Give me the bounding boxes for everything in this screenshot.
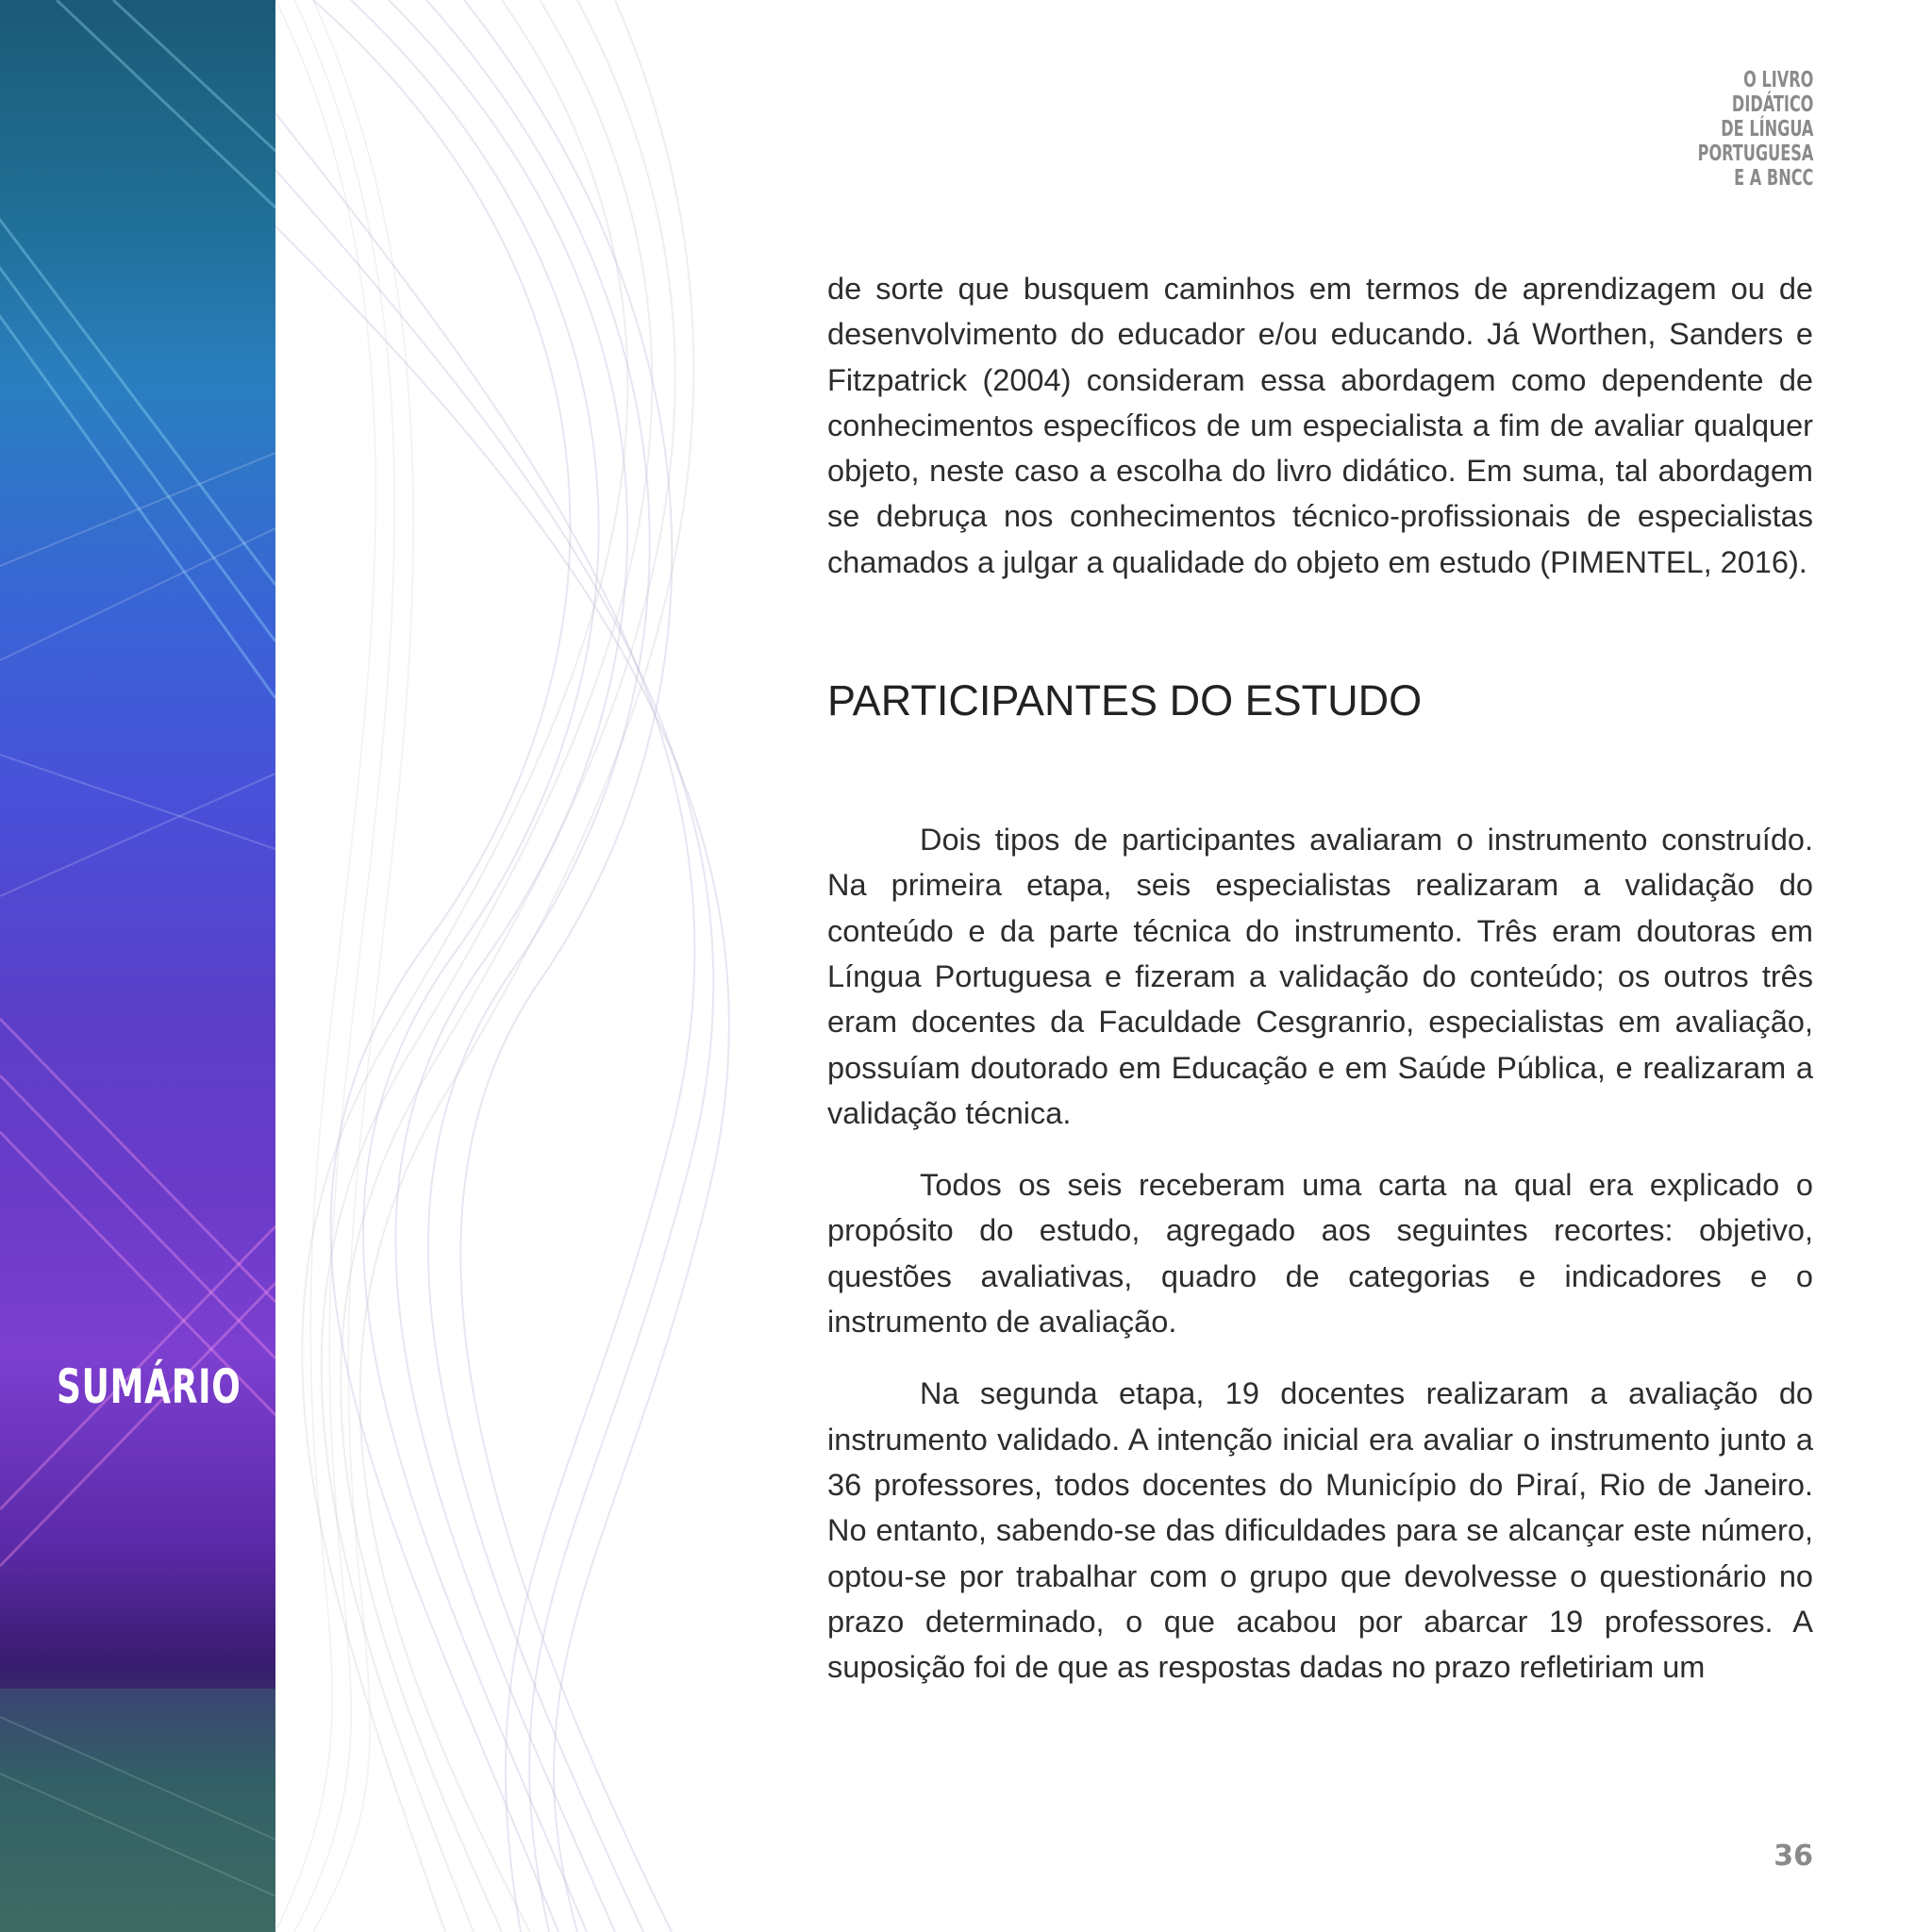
intro-paragraph: de sorte que busquem caminhos em termos de aprendizagem ou de desenvolvimento do educador e/ou educando. Já Worthen, Sanders e Fitzpatrick (2004) consideram essa abordagem como dependente de conhecimentos específicos de um especialista a fim de avaliar qualquer objeto, neste caso a escolha do livro didático. Em suma, tal abordagem se debruça nos conhecimentos técnico-profissionais de especialistas chamados a julgar a qualidade do objeto em estudo (PIMENTEL, 2016). — [827, 272, 1813, 579]
sidebar-band — [0, 0, 275, 1932]
body-paragraph: Todos os seis receberam uma carta na qual era explicado o propósito do estudo, agregado aos seguintes recortes: objetivo, questões avaliativas, quadro de categorias e indicadores e o instrumento de avaliação. — [827, 1168, 1813, 1340]
section-heading: PARTICIPANTES DO ESTUDO — [827, 676, 1423, 725]
body-paragraph: Dois tipos de participantes avaliaram o instrumento construído. Na primeira etapa, seis especialistas realizaram a validação do conteúdo e da parte técnica do instrumento. Três eram doutoras em Língua Portuguesa e fizeram a validação do conteúdo; os outros três eram docentes da Faculdade Cesgranrio, especialistas em avaliação, possuíam doutorado em Educação e em Saúde Pública, e realizaram a validação técnica. — [827, 823, 1813, 1130]
body-paragraph: Na segunda etapa, 19 docentes realizaram a avaliação do instrumento validado. A intenção inicial era avaliar o instrumento junto a 36 professores, todos docentes do Município do Piraí, Rio de Janeiro. No entanto, sabendo-se das dificuldades para se alcançar este número, optou-se por trabalhar com o grupo que devolvesse o questionário no prazo determinado, o que acabou por abarcar 19 professores. A suposição foi de que as respostas dadas no prazo refletiriam um — [827, 1376, 1813, 1685]
book-title-line: DIDÁTICO — [1731, 92, 1813, 117]
sidebar-light-streaks — [0, 0, 275, 1932]
main-content — [827, 266, 1813, 1690]
page-number: 36 — [1774, 1840, 1813, 1873]
book-title-line: O LIVRO — [1742, 68, 1813, 92]
book-title — [1665, 68, 1813, 191]
book-title-line: E A BNCC — [1733, 166, 1813, 191]
book-title-line: PORTUGUESA — [1697, 142, 1813, 166]
decorative-waves — [275, 0, 804, 1932]
book-title-line: DE LÍNGUA — [1720, 117, 1813, 142]
sumario-link[interactable]: SUMÁRIO — [57, 1359, 242, 1414]
